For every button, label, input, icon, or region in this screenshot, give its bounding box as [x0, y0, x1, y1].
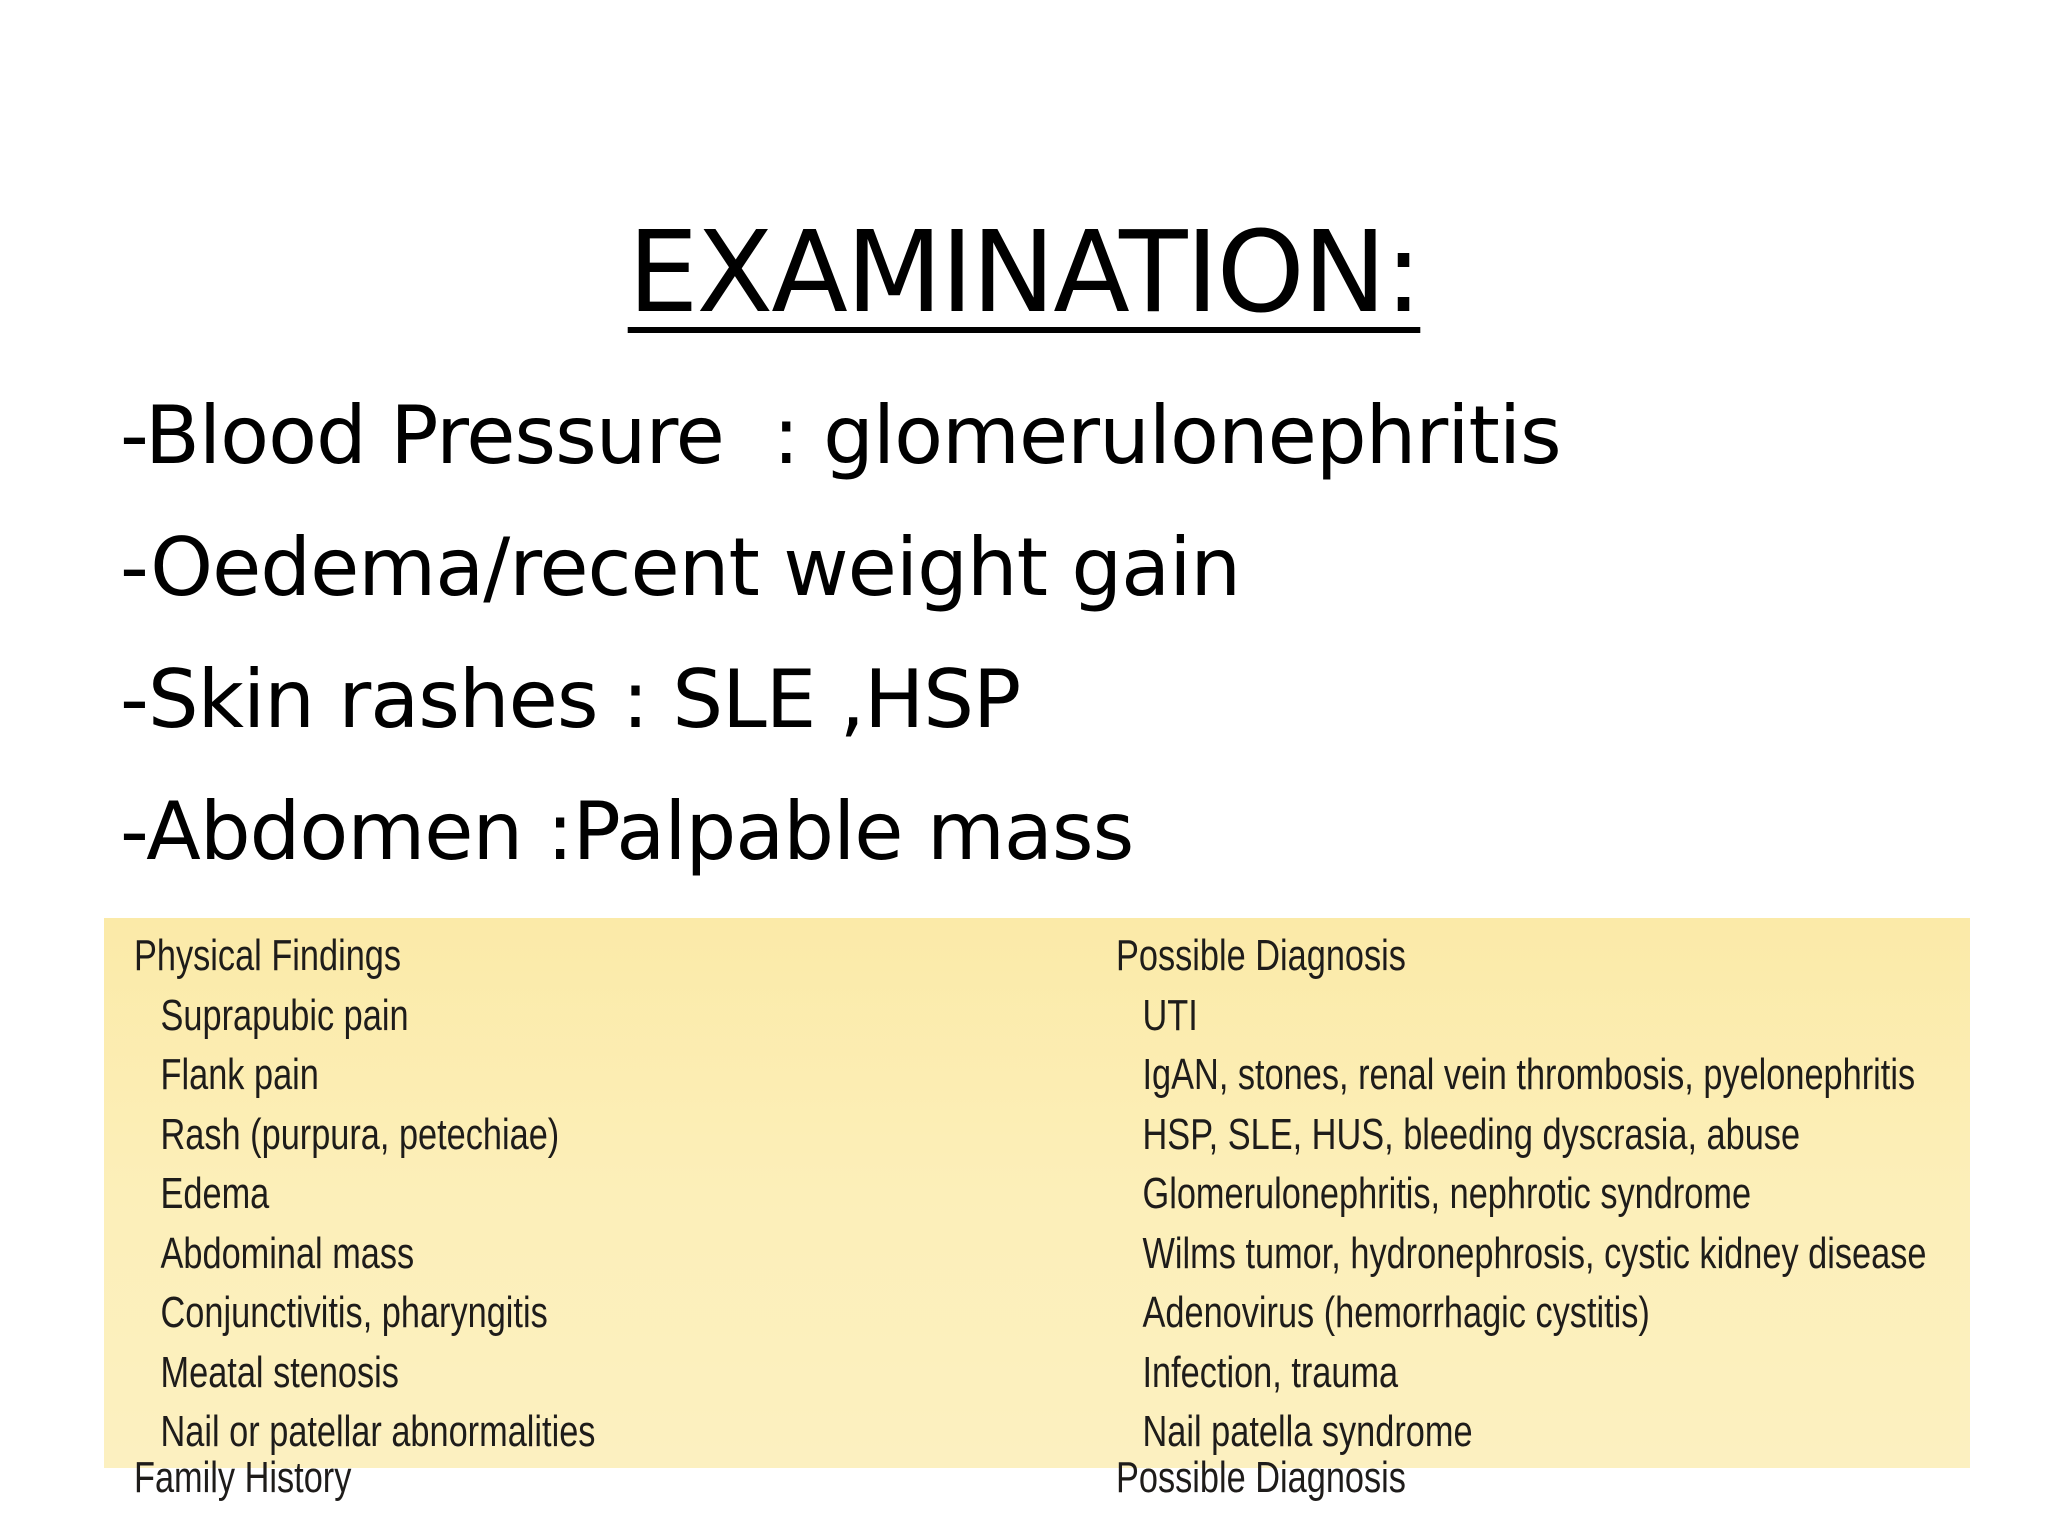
bullet-item: -Oedema/recent weight gain — [120, 521, 1241, 614]
finding-cell: Conjunctivitis, pharyngitis — [160, 1288, 548, 1337]
findings-column — [134, 926, 595, 1462]
diagnosis-cell: Adenovirus (hemorrhagic cystitis) — [1142, 1288, 1650, 1337]
diagnosis-cell: UTI — [1142, 990, 1198, 1040]
diagnosis-cell: Wilms tumor, hydronephrosis, cystic kidney disease — [1142, 1228, 1927, 1278]
bullet-item: -Abdomen :Palpable mass — [120, 785, 1134, 878]
cutoff-header-left: Family History — [134, 1453, 352, 1502]
bullet-item: -Blood Pressure : glomerulonephritis — [120, 389, 1561, 482]
cutoff-header-right: Possible Diagnosis — [1116, 1453, 1406, 1502]
diagnosis-cell: Infection, trauma — [1142, 1347, 1399, 1397]
diagnosis-header: Possible Diagnosis — [1116, 931, 1406, 980]
findings-header: Physical Findings — [134, 931, 402, 980]
finding-cell: Rash (purpura, petechiae) — [160, 1109, 560, 1159]
bullet-item: -Skin rashes : SLE ,HSP — [120, 653, 1021, 746]
slide-title-text: EXAMINATION: — [627, 208, 1421, 339]
finding-cell: Meatal stenosis — [160, 1347, 399, 1397]
findings-table — [104, 918, 1970, 1502]
diagnosis-cell: IgAN, stones, renal vein thrombosis, pyelonephritis — [1142, 1050, 1916, 1099]
diagnosis-cell: Nail patella syndrome — [1142, 1407, 1473, 1456]
slide-title — [0, 203, 2048, 343]
finding-cell: Flank pain — [160, 1050, 319, 1099]
bullet-list — [120, 370, 1920, 898]
diagnosis-cell: HSP, SLE, HUS, bleeding dyscrasia, abuse — [1142, 1109, 1801, 1159]
finding-cell: Suprapubic pain — [160, 990, 409, 1040]
finding-cell: Nail or patellar abnormalities — [160, 1407, 596, 1456]
finding-cell: Edema — [160, 1169, 270, 1218]
diagnosis-column — [1116, 926, 1926, 1462]
finding-cell: Abdominal mass — [160, 1228, 415, 1278]
diagnosis-cell: Glomerulonephritis, nephrotic syndrome — [1142, 1169, 1752, 1218]
